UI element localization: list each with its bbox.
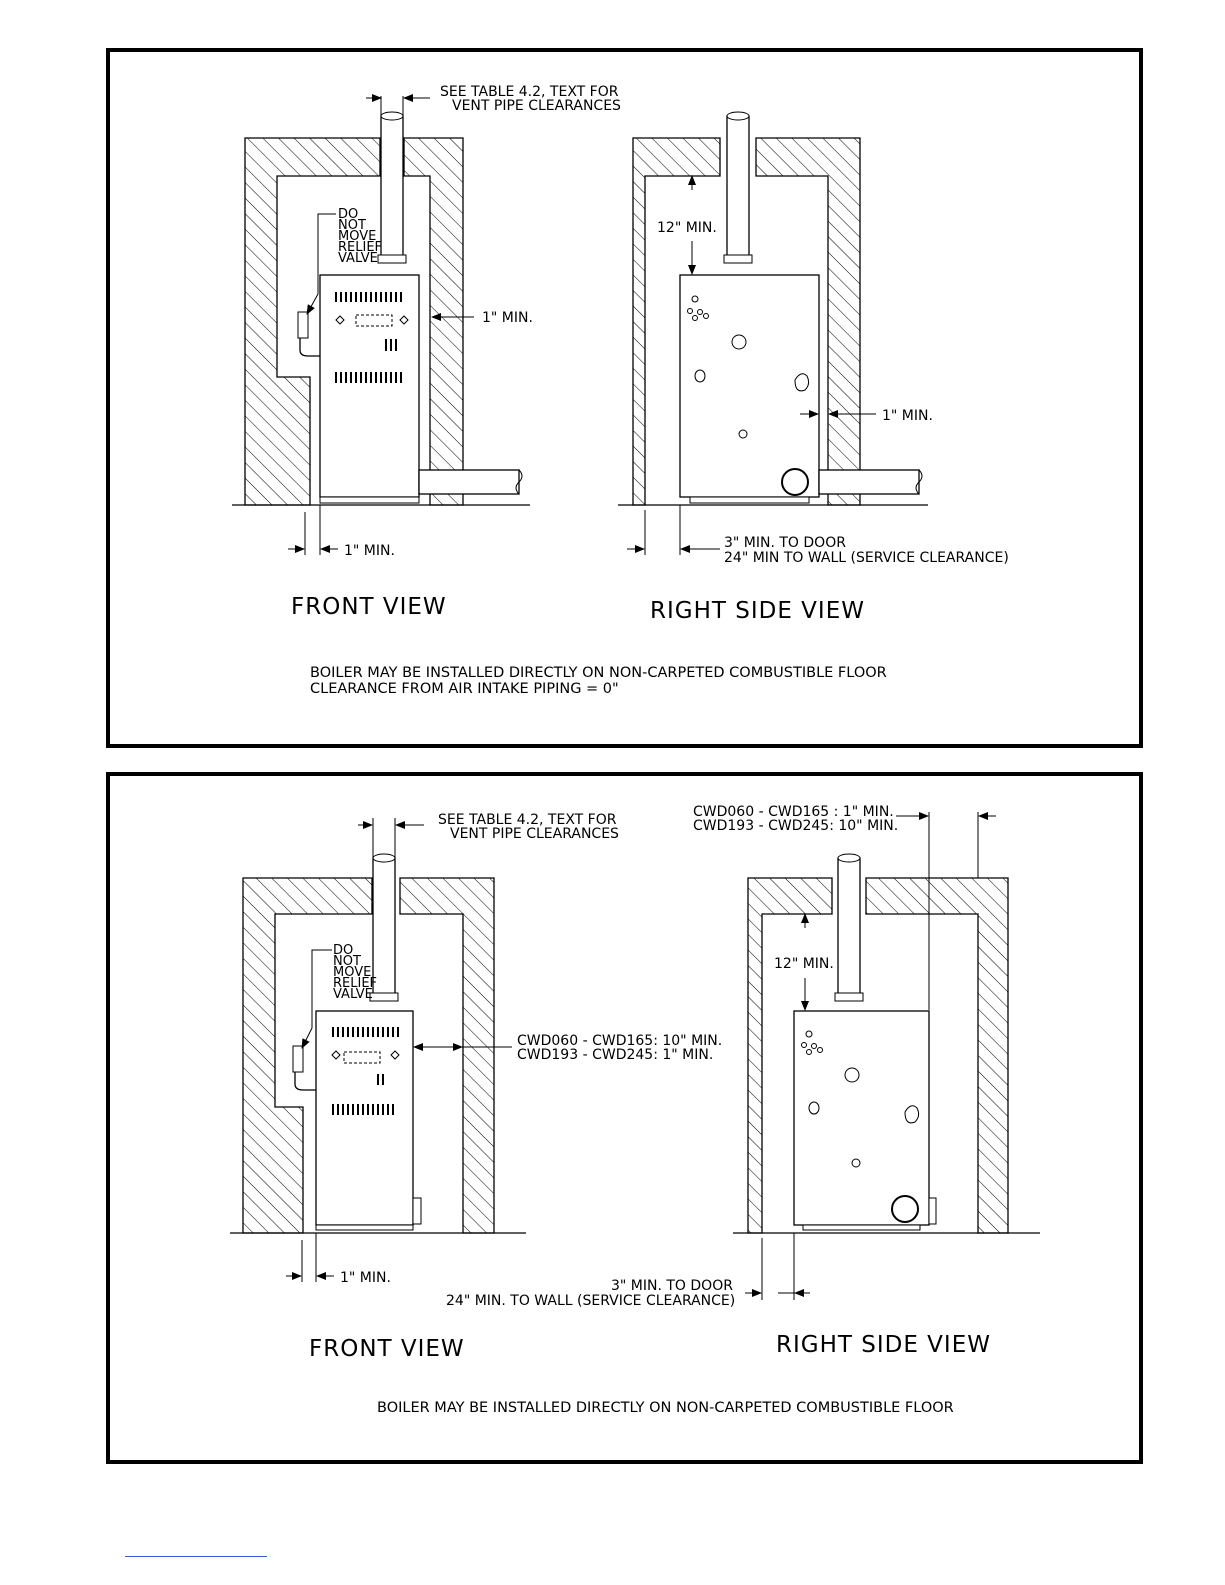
top-side-view-label: RIGHT SIDE VIEW [650,598,865,624]
bottom-side-view-label: RIGHT SIDE VIEW [776,1332,991,1358]
bottom-relief-note [333,943,377,1002]
bottom-front-side-clearance-line2: CWD193 - CWD245: 1" MIN. [517,1047,714,1063]
boiler-side [680,275,819,497]
vent-pipe [381,116,403,256]
top-front-side-clearance: 1" MIN. [482,310,533,326]
bottom-vent-note-line1: SEE TABLE 4.2, TEXT FOR [438,812,617,828]
svg-text:RELIEF: RELIEF [338,240,383,255]
top-note-line1: BOILER MAY BE INSTALLED DIRECTLY ON NON-CARPETED COMBUSTIBLE FLOOR [310,665,887,681]
air-intake-pipe [419,470,519,494]
bottom-front-side-clearance-line1: CWD060 - CWD165: 10" MIN. [517,1033,723,1049]
bottom-front-enclosure-wall-right [400,878,494,1233]
bottom-boiler-front [316,1011,413,1225]
bottom-rear-clearance-line1: CWD060 - CWD165 : 1" MIN. [693,804,894,820]
svg-text:MOVE: MOVE [338,229,377,244]
bottom-front-view-label: FRONT VIEW [309,1336,465,1362]
relief-valve [298,312,308,338]
bottom-side-front-clearance-line2: 24" MIN. TO WALL (SERVICE CLEARANCE) [446,1293,736,1309]
top-front-view-label: FRONT VIEW [291,594,447,620]
top-side-side-clearance: 1" MIN. [882,408,933,424]
top-vent-note-line1: SEE TABLE 4.2, TEXT FOR [440,84,619,100]
bottom-relief-valve [293,1046,303,1072]
bottom-vent-note-line2: VENT PIPE CLEARANCES [450,826,619,842]
svg-text:DO: DO [333,943,354,958]
svg-text:RELIEF: RELIEF [333,976,378,991]
svg-text:NOT: NOT [338,218,366,233]
bottom-side-front-clearance-line1: 3" MIN. TO DOOR [611,1278,733,1294]
top-vent-note-line2: VENT PIPE CLEARANCES [452,98,621,114]
top-note-line2: CLEARANCE FROM AIR INTAKE PIPING = 0" [310,681,619,697]
svg-text:NOT: NOT [333,954,361,969]
svg-text:MOVE: MOVE [333,965,372,980]
bottom-side-top-clearance: 12" MIN. [774,956,834,972]
svg-text:VALVE: VALVE [333,987,373,1002]
top-side-front-clearance-line2: 24" MIN TO WALL (SERVICE CLEARANCE) [724,550,1009,566]
top-side-top-clearance: 12" MIN. [657,220,717,236]
bottom-rear-clearance-line2: CWD193 - CWD245: 10" MIN. [693,818,899,834]
bottom-front-floor-clearance: 1" MIN. [340,1270,391,1286]
svg-text:VALVE: VALVE [338,251,378,266]
bottom-note-line1: BOILER MAY BE INSTALLED DIRECTLY ON NON-CARPETED COMBUSTIBLE FLOOR [377,1400,954,1416]
top-front-floor-clearance: 1" MIN. [344,543,395,559]
top-side-front-clearance-line1: 3" MIN. TO DOOR [724,535,846,551]
svg-text:DO: DO [338,207,359,222]
boiler-front [320,275,419,497]
footer-underline [125,1556,267,1557]
top-relief-note [338,207,382,266]
